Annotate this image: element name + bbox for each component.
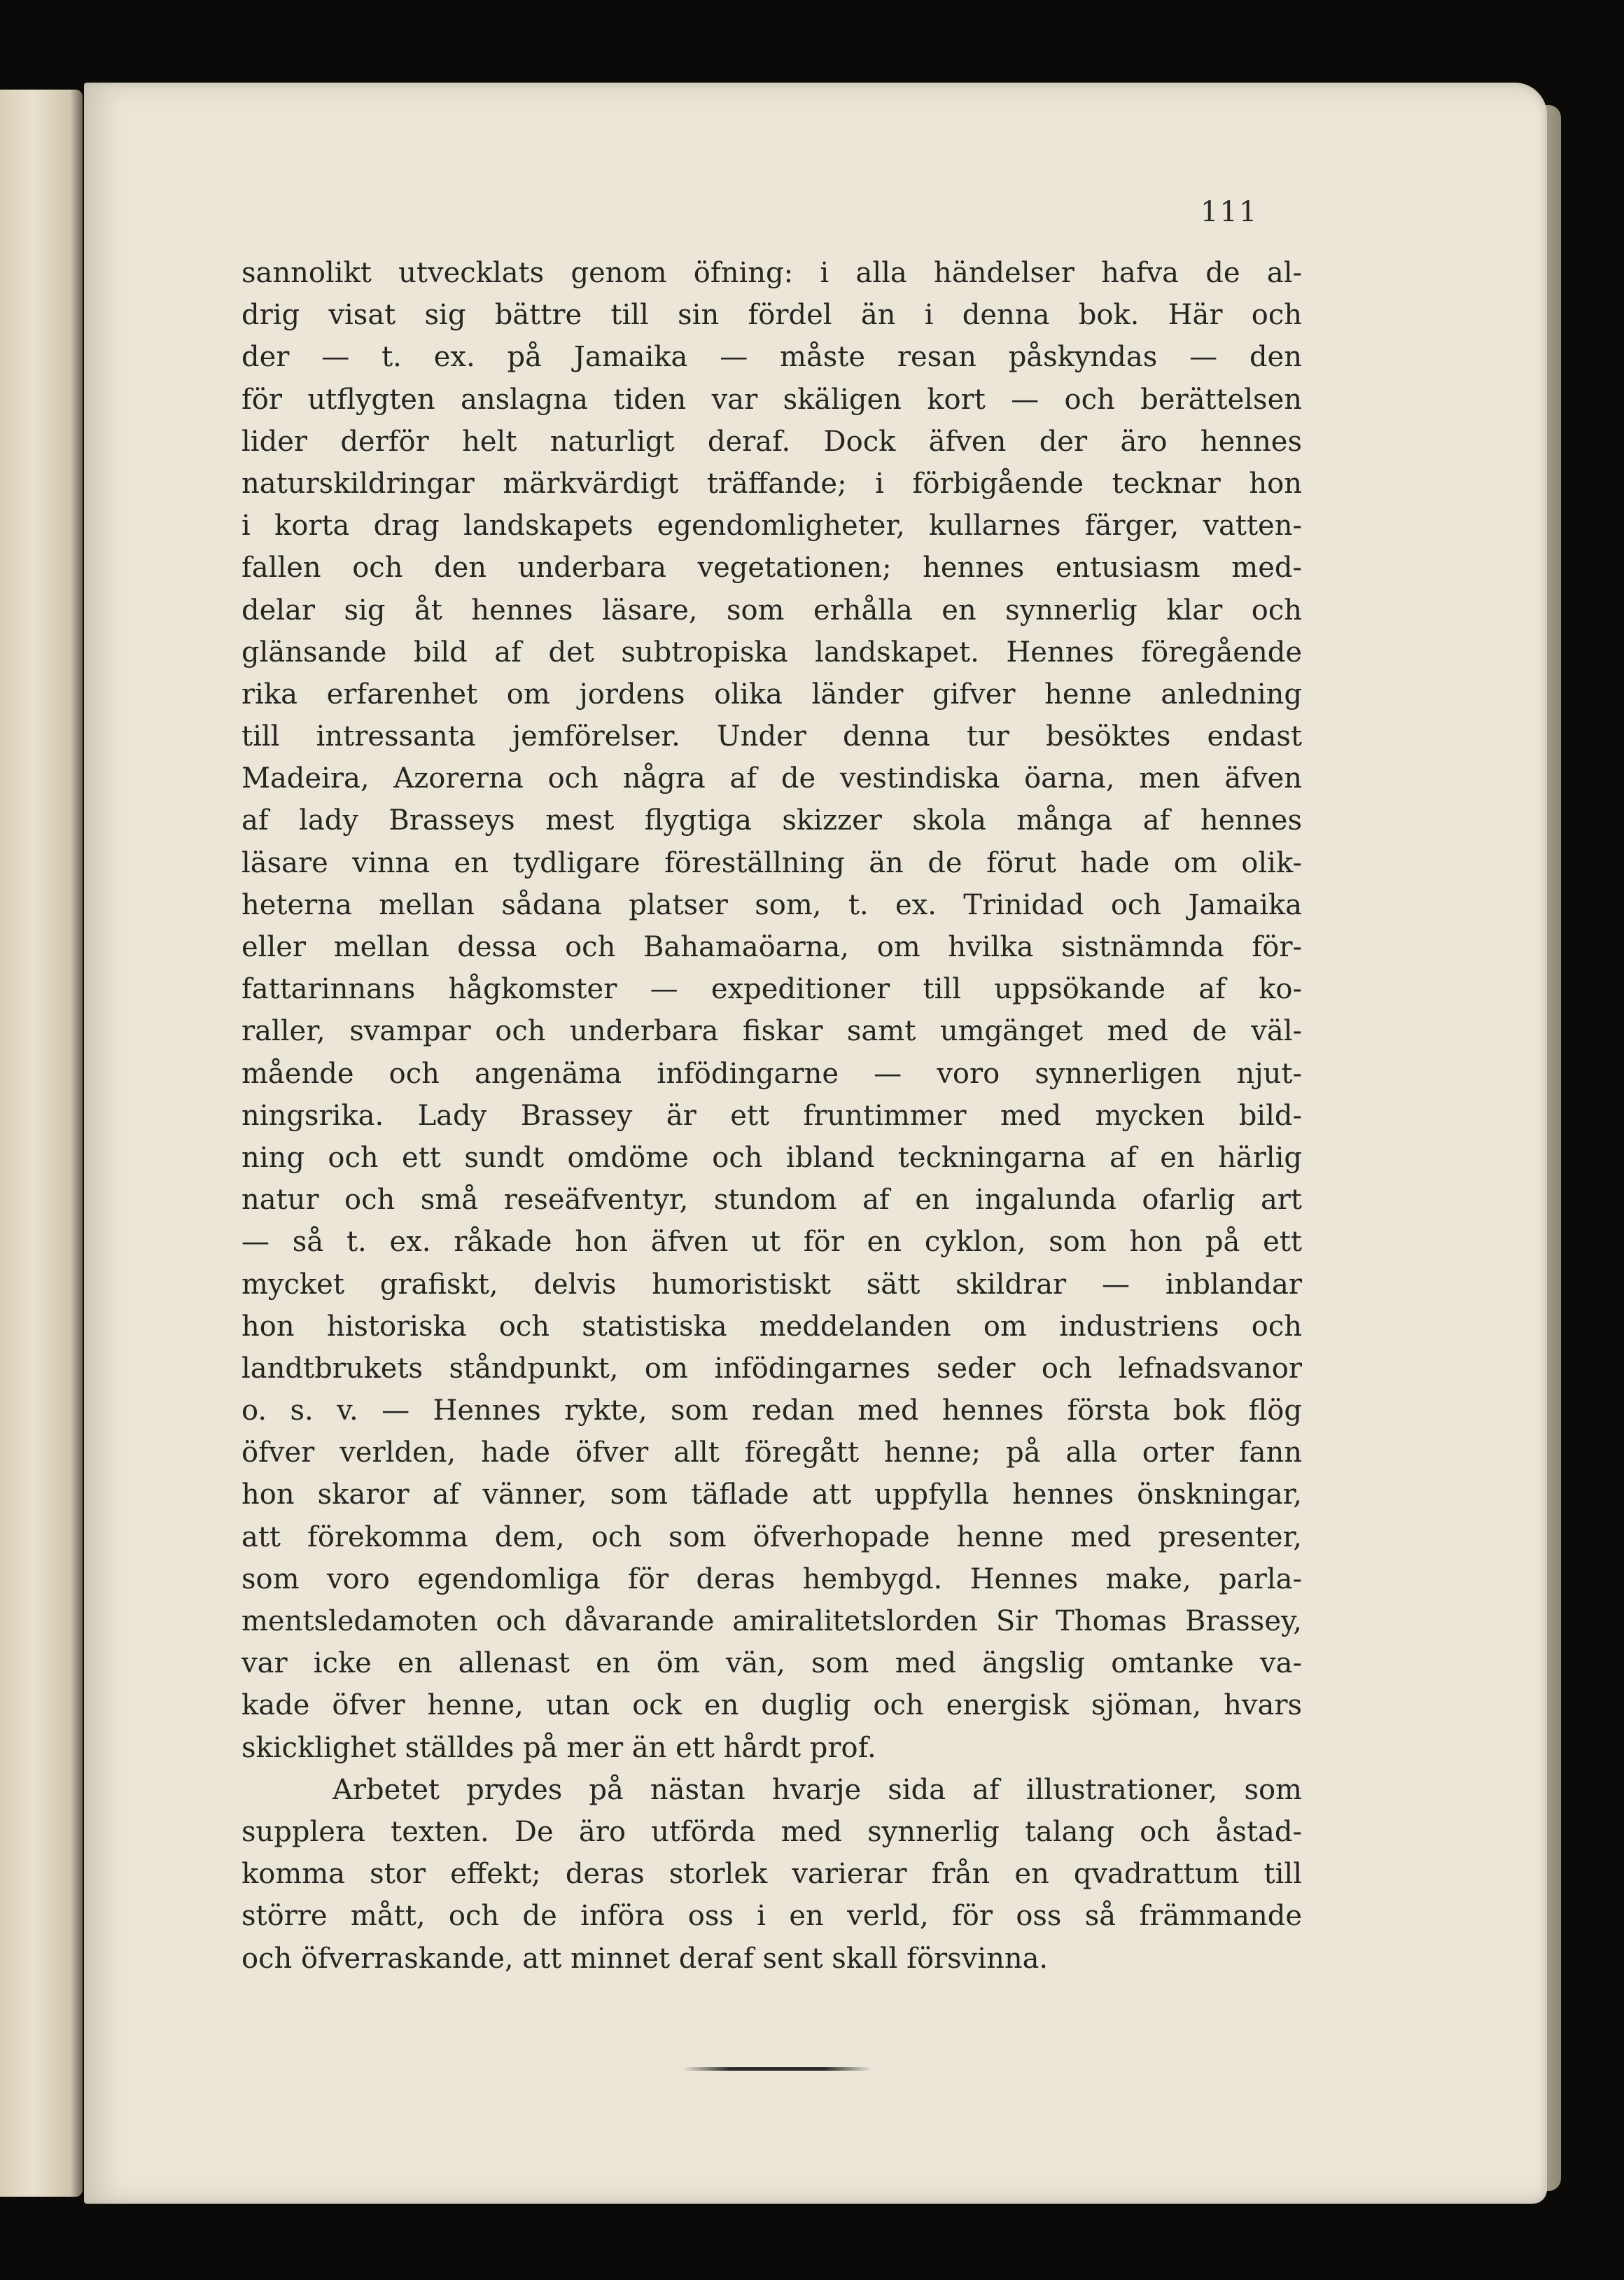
text-line: till intressanta jemförelser. Under denna tur besöktes endast	[241, 720, 1302, 753]
text-line: landtbrukets ståndpunkt, om infödingarnes seder och lefnadsvanor	[241, 1352, 1302, 1385]
section-divider	[682, 2067, 872, 2071]
page-number: 111	[1200, 196, 1259, 228]
text-line: der — t. ex. på Jamaika — måste resan påskyndas — den	[241, 341, 1302, 374]
text-line: sannolikt utvecklats genom öfning: i alla händelser hafva de al-	[241, 257, 1302, 289]
text-line: som voro egendomliga för deras hembygd. Hennes make, parla-	[241, 1562, 1302, 1595]
text-line: läsare vinna en tydligare föreställning än de förut hade om olik-	[241, 846, 1302, 879]
text-line: skicklighet ställdes på mer än ett hårdt prof.	[241, 1731, 876, 1764]
text-line: rika erfarenhet om jordens olika länder gifver henne anledning	[241, 678, 1302, 711]
text-line: Arbetet prydes på nästan hvarje sida af illustrationer, som	[332, 1773, 1302, 1806]
text-line: mående och angenäma infödingarne — voro synnerligen njut-	[241, 1057, 1302, 1090]
text-line: naturskildringar märkvärdigt träffande; i förbigående tecknar hon	[241, 467, 1302, 500]
text-line: raller, svampar och underbara fiskar samt umgänget med de väl-	[241, 1015, 1302, 1048]
text-line: glänsande bild af det subtropiska landskapet. Hennes föregående	[241, 636, 1302, 669]
text-line: delar sig åt hennes läsare, som erhålla en synnerlig klar och	[241, 594, 1302, 627]
text-line: fattarinnans hågkomster — expeditioner till uppsökande af ko-	[241, 973, 1302, 1006]
text-line: var icke en allenast en öm vän, som med ängslig omtanke va-	[241, 1647, 1302, 1680]
text-line: att förekomma dem, och som öfverhopade henne med presenter,	[241, 1520, 1302, 1553]
text-line: kade öfver henne, utan ock en duglig och energisk sjöman, hvars	[241, 1689, 1302, 1722]
text-line: fallen och den underbara vegetationen; hennes entusiasm med-	[241, 552, 1302, 585]
text-line: ning och ett sundt omdöme och ibland teckningarna af en härlig	[241, 1141, 1302, 1174]
text-line: lider derför helt naturligt deraf. Dock äfven der äro hennes	[241, 425, 1302, 458]
text-line: heterna mellan sådana platser som, t. ex. Trinidad och Jamaika	[241, 888, 1302, 921]
text-line: natur och små reseäfventyr, stundom af en ingalunda ofarlig art	[241, 1184, 1302, 1217]
text-line: — så t. ex. råkade hon äfven ut för en cyklon, som hon på ett	[241, 1226, 1302, 1259]
text-line: hon historiska och statistiska meddelanden om industriens och	[241, 1310, 1302, 1343]
text-line: Madeira, Azorerna och några af de vestindiska öarna, men äfven	[241, 762, 1302, 795]
text-line: öfver verlden, hade öfver allt föregått henne; på alla orter fann	[241, 1436, 1302, 1469]
text-line: af lady Brasseys mest flygtiga skizzer skola många af hennes	[241, 804, 1302, 837]
text-line: hon skaror af vänner, som täflade att uppfylla hennes önskningar,	[241, 1478, 1302, 1511]
text-line: komma stor effekt; deras storlek varierar från en qvadrattum till	[241, 1858, 1302, 1891]
facing-page-edge	[0, 90, 83, 2197]
text-line: för utflygten anslagna tiden var skäligen kort — och berättelsen	[241, 383, 1302, 416]
text-line: mentsledamoten och dåvarande amiralitetslorden Sir Thomas Brassey,	[241, 1605, 1302, 1637]
text-line: o. s. v. — Hennes rykte, som redan med hennes första bok flög	[241, 1394, 1302, 1427]
text-line: supplera texten. De äro utförda med synnerlig talang och åstad-	[241, 1815, 1302, 1848]
text-line: mycket grafiskt, delvis humoristiskt sätt skildrar — inblandar	[241, 1268, 1302, 1301]
text-line: drig visat sig bättre till sin fördel än i denna bok. Här och	[241, 299, 1302, 332]
text-line: och öfverraskande, att minnet deraf sent skall försvinna.	[241, 1942, 1049, 1975]
text-line: större mått, och de införa oss i en verld, för oss så främmande	[241, 1900, 1302, 1933]
text-line: ningsrika. Lady Brassey är ett fruntimmer med mycken bild-	[241, 1099, 1302, 1132]
text-line: eller mellan dessa och Bahamaöarna, om hvilka sistnämnda för-	[241, 931, 1302, 963]
body-text	[241, 252, 1302, 1980]
text-line: i korta drag landskapets egendomligheter, kullarnes färger, vatten-	[241, 510, 1302, 543]
